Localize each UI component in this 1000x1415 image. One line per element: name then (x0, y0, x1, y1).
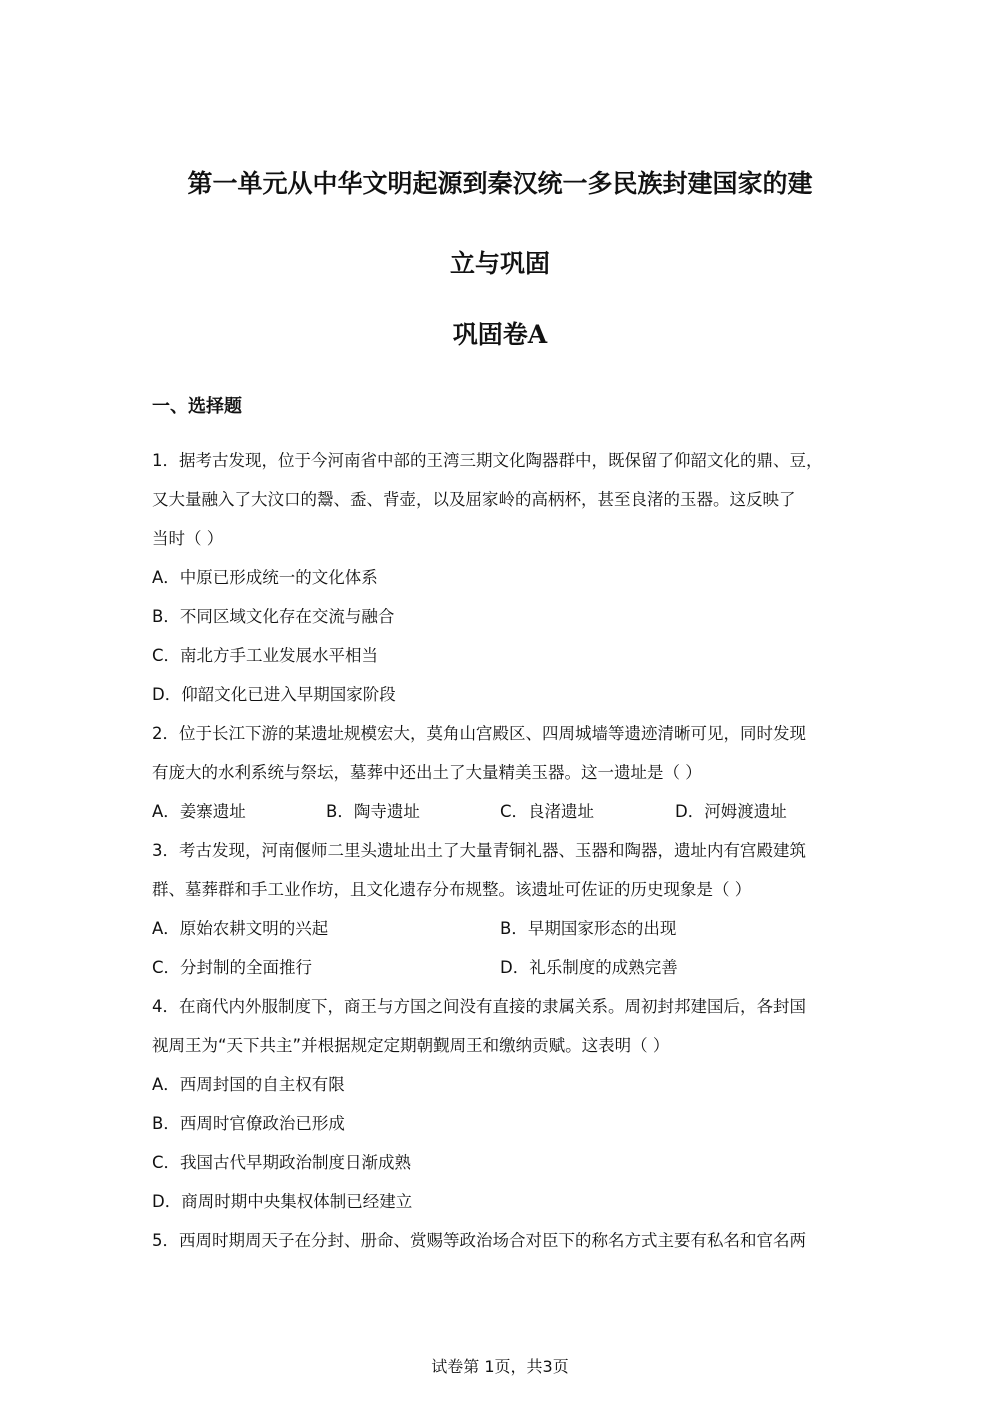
document-title-line-1: 第一单元从中华文明起源到秦汉统一多民族封建国家的建 (187, 169, 813, 198)
document-title-line-2: 立与巩固 (449, 249, 550, 278)
option-d: D．礼乐制度的成熟完善 (500, 958, 678, 977)
question-text-line: 群、墓葬群和手工业作坊，且文化遗存分布规整。该遗址可佐证的历史现象是（ ） (152, 880, 752, 899)
option-c: C．良渚遗址 (500, 802, 595, 821)
option-b: B．西周时官僚政治已形成 (152, 1114, 345, 1133)
option-d: D．仰韶文化已进入早期国家阶段 (152, 685, 396, 704)
question-text-line: 当时（ ） (152, 529, 224, 548)
option-a: A．中原已形成统一的文化体系 (152, 568, 378, 587)
question-text-line: 3．考古发现，河南偃师二里头遗址出土了大量青铜礼器、玉器和陶器，遗址内有宫殿建筑 (152, 841, 806, 860)
page-footer: 试卷第 1页，共3页 (431, 1357, 569, 1376)
document-subtitle: 巩固卷A (452, 320, 548, 349)
section-heading: 一、选择题 (152, 396, 242, 417)
option-a: A．西周封国的自主权有限 (152, 1075, 345, 1094)
question-text-line: 2．位于长江下游的某遗址规模宏大，莫角山宫殿区、四周城墙等遗迹清晰可见，同时发现 (152, 724, 806, 743)
option-c: C．南北方手工业发展水平相当 (152, 646, 379, 665)
question-text-line: 视周王为“天下共主”并根据规定定期朝觐周王和缴纳贡赋。这表明（ ） (152, 1036, 670, 1055)
question-text-line: 有庞大的水利系统与祭坛，墓葬中还出土了大量精美玉器。这一遗址是（ ） (152, 763, 702, 782)
question-text-line: 1．据考古发现，位于今河南省中部的王湾三期文化陶器群中，既保留了仰韶文化的鼎、豆， (152, 451, 823, 470)
option-d: D．商周时期中央集权体制已经建立 (152, 1192, 413, 1211)
question-text-line: 5．西周时期周天子在分封、册命、赏赐等政治场合对臣下的称名方式主要有私名和官名两 (152, 1231, 806, 1250)
option-b: B．陶寺遗址 (326, 802, 420, 821)
question-text-line: 4．在商代内外服制度下，商王与方国之间没有直接的隶属关系。周初封邦建国后，各封国 (152, 997, 806, 1016)
option-a: A．姜寨遗址 (152, 802, 246, 821)
option-a: A．原始农耕文明的兴起 (152, 919, 329, 938)
option-b: B．不同区域文化存在交流与融合 (152, 607, 395, 626)
option-b: B．早期国家形态的出现 (500, 919, 677, 938)
option-c: C．分封制的全面推行 (152, 958, 313, 977)
option-d: D．河姆渡遗址 (675, 802, 787, 821)
option-c: C．我国古代早期政治制度日渐成熟 (152, 1153, 412, 1172)
question-text-line: 又大量融入了大汶口的鬶、盉、背壶，以及屈家岭的高柄杯，甚至良渚的玉器。这反映了 (152, 490, 796, 509)
